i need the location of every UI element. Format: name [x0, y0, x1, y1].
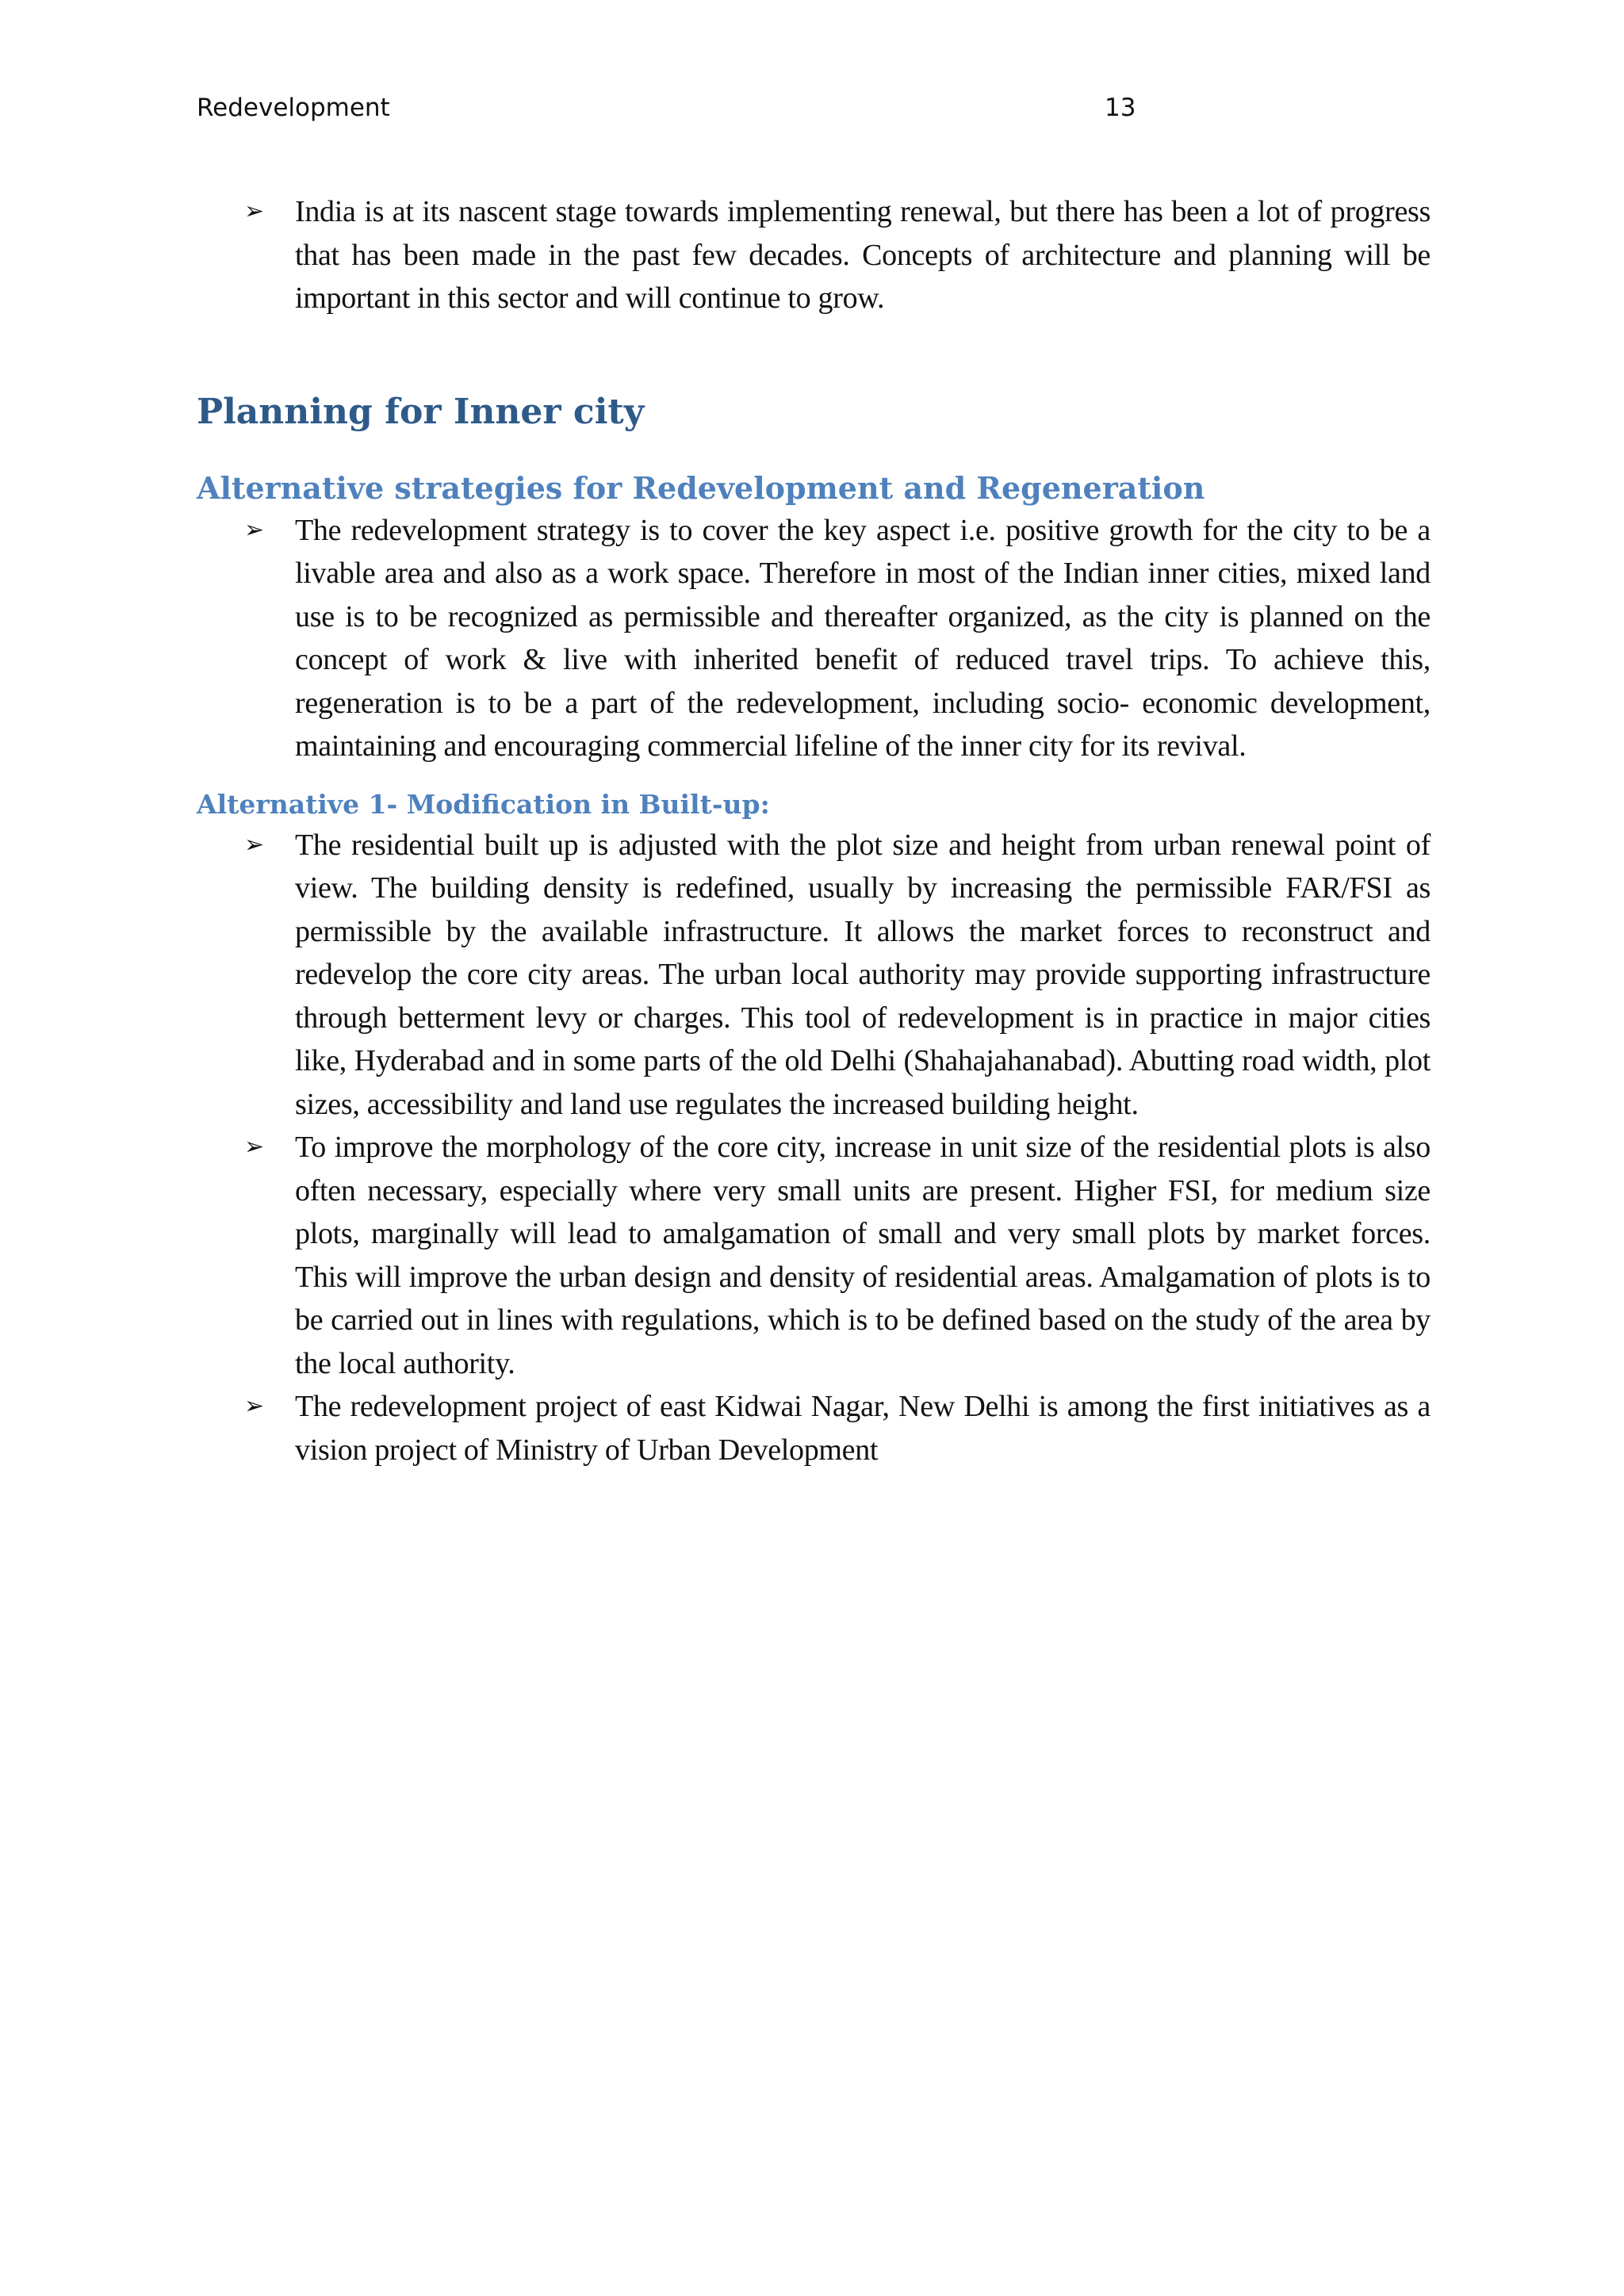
intro-bullet-list [197, 190, 1431, 320]
bullet-text: To improve the morphology of the core city, increase in unit size of the residential plots is also often necessary, especially where very small units are present. Higher FSI, for medium size plots, marginally will lead to amalgamation of small and very small plots by market forces. This will improve the urban design and density of residential areas. Amalgamation of plots is to be carried out in lines with regulations, which is to be defined based on the study of the area by the local authority. [295, 1131, 1431, 1380]
bullet-text: The redevelopment strategy is to cover the key aspect i.e. positive growth for the city to be a livable area and also as a work space. Therefore in most of the Indian inner cities, mixed land use is to be recognized as permissible and thereafter organized, as the city is planned on the concept of work & live with inherited benefit of reduced travel trips. To achieve this, regeneration is to be a part of the redevelopment, including socio- economic development, maintaining and encouraging commercial lifeline of the inner city for its revival. [295, 513, 1431, 763]
arrowhead-bullet-icon: ➢ [244, 197, 264, 225]
list-item [197, 190, 1431, 320]
bullet-text: The redevelopment project of east Kidwai Nagar, New Delhi is among the first initiatives as a vision project of Ministry of Urban Development [295, 1390, 1431, 1467]
bullet-text: India is at its nascent stage towards implementing renewal, but there has been a lot of progress that has been made in the past few decades. Concepts of architecture and planning will be important in this sector and will continue to grow. [295, 195, 1431, 315]
subsection-heading: Alternative strategies for Redevelopment and Regeneration [197, 469, 1205, 506]
running-title: Redevelopment [197, 94, 390, 122]
section-heading: Planning for Inner city [197, 391, 645, 432]
alternative-heading: Alternative 1- Modification in Built-up: [197, 788, 770, 820]
arrowhead-bullet-icon: ➢ [244, 515, 264, 544]
strategy-bullet-list [197, 509, 1431, 768]
bullet-text: The residential built up is adjusted with the plot size and height from urban renewal point of view. The building density is redefined, usually by increasing the permissible FAR/FSI as permissible by the available infrastructure. It allows the market forces to reconstruct and redevelop the core city areas. The urban local authority may provide supporting infrastructure through betterment levy or charges. This tool of redevelopment is in practice in major cities like, Hyderabad and in some parts of the old Delhi (Shahajahanabad). Abutting road width, plot sizes, accessibility and land use regulates the increased building height. [295, 828, 1431, 1121]
arrowhead-bullet-icon: ➢ [244, 1133, 264, 1161]
arrowhead-bullet-icon: ➢ [244, 830, 264, 859]
list-item [197, 1385, 1431, 1471]
arrowhead-bullet-icon: ➢ [244, 1392, 264, 1420]
list-item [197, 1126, 1431, 1385]
page-header [197, 94, 1136, 133]
alternative-bullet-list [197, 824, 1431, 1472]
page-body [197, 190, 1431, 1471]
list-item [197, 509, 1431, 768]
page-number: 13 [1105, 94, 1136, 122]
list-item [197, 824, 1431, 1127]
